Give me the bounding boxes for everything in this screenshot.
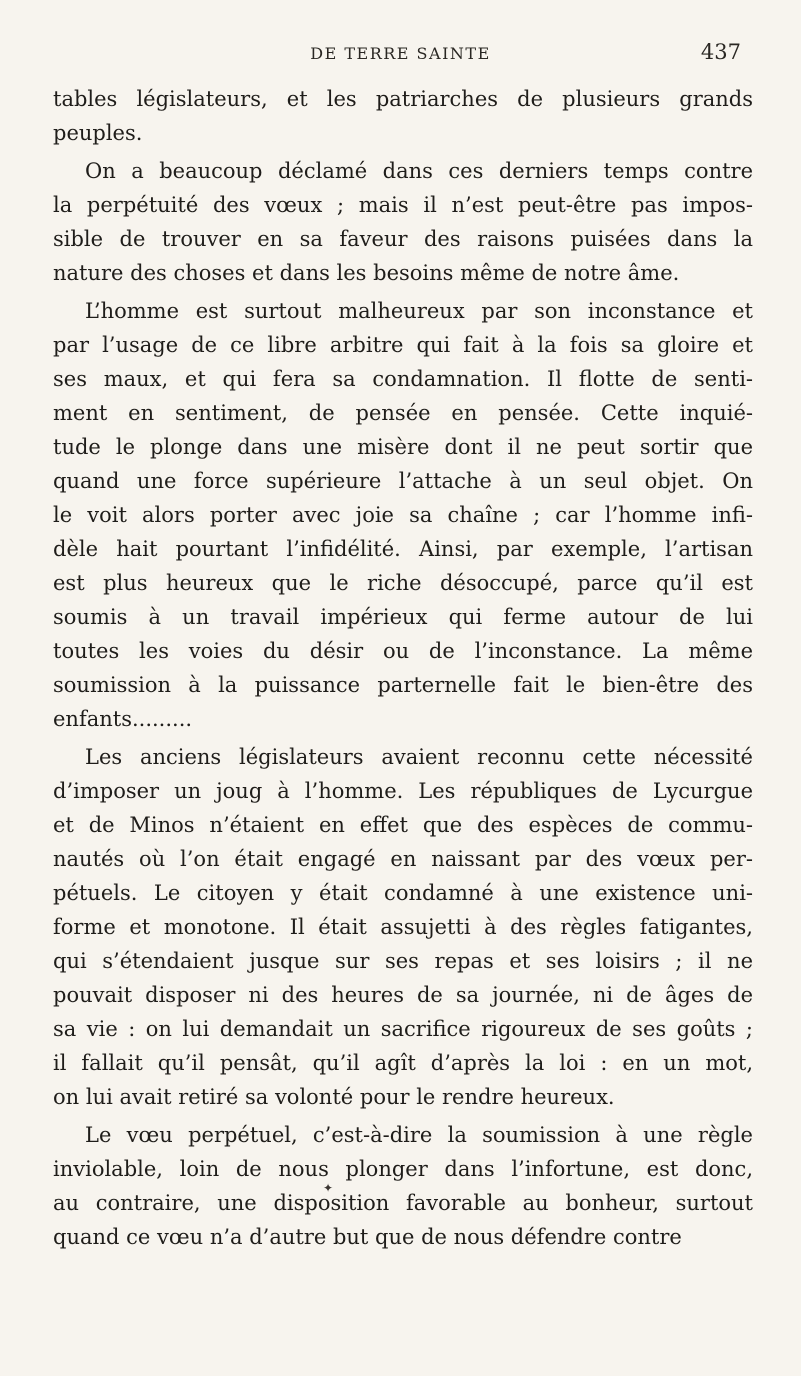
paragraph [53,294,753,736]
text-line: sa vie : on lui demandait un sacrifice rigoureux de ses goûts ; [53,1017,753,1041]
paragraph [53,82,753,150]
page-number: 437 [700,40,741,64]
text-line: quand ce vœu n’a d’autre but que de nous défendre contre [53,1225,682,1249]
text-line: Le vœu perpétuel, c’est-à-dire la soumission à une règle [85,1123,753,1147]
text-line: On a beaucoup déclamé dans ces derniers temps contre [85,159,753,183]
text-line: toutes les voies du désir ou de l’inconstance. La même [53,639,753,663]
text-line: nautés où l’on était engagé en naissant par des vœux per- [53,847,753,871]
paragraph [53,1118,753,1254]
text-line: quand une force supérieure l’attache à un seul objet. On [53,469,753,493]
text-line: Les anciens législateurs avaient reconnu cette nécessité [85,745,753,769]
text-line: d’imposer un joug à l’homme. Les républiques de Lycurgue [53,779,753,803]
paragraph [53,154,753,290]
text-line: dèle hait pourtant l’infidélité. Ainsi, par exemple, l’artisan [53,537,753,561]
text-line: inviolable, loin de nous plonger dans l’infortune, est donc, [53,1157,753,1181]
running-head [0,40,801,78]
text-line: il fallait qu’il pensât, qu’il agît d’après la loi : en un mot, [53,1051,753,1075]
text-line: enfants......... [53,707,193,731]
text-line: est plus heureux que le riche désoccupé, parce qu’il est [53,571,753,595]
text-line: on lui avait retiré sa volonté pour le rendre heureux. [53,1085,615,1109]
text-line: et de Minos n’étaient en effet que des espèces de commu- [53,813,753,837]
text-line: par l’usage de ce libre arbitre qui fait à la fois sa gloire et [53,333,753,357]
text-line: tude le plonge dans une misère dont il ne peut sortir que [53,435,753,459]
text-line: pétuels. Le citoyen y était condamné à une existence uni- [53,881,753,905]
text-line: sible de trouver en sa faveur des raisons puisées dans la [53,227,753,251]
ornament-mark: ✦ [323,1181,334,1195]
text-line: qui s’étendaient jusque sur ses repas et ses loisirs ; il ne [53,949,753,973]
text-line: le voit alors porter avec joie sa chaîne ; car l’homme infi- [53,503,753,527]
text-line: la perpétuité des vœux ; mais il n’est peut-être pas impos- [53,193,753,217]
text-line: peuples. [53,121,143,145]
text-line: ment en sentiment, de pensée en pensée. Cette inquié- [53,401,753,425]
body-text [53,82,753,1254]
text-line: L’homme est surtout malheureux par son inconstance et [85,299,753,323]
text-line: soumission à la puissance parternelle fait le bien-être des [53,673,753,697]
running-title: DE TERRE SAINTE [310,44,491,63]
text-line: tables législateurs, et les patriarches de plusieurs grands [53,87,753,111]
text-line: nature des choses et dans les besoins même de notre âme. [53,261,680,285]
text-line: soumis à un travail impérieux qui ferme autour de lui [53,605,753,629]
text-line: pouvait disposer ni des heures de sa journée, ni de âges de [53,983,753,1007]
text-line: au contraire, une disposition favorable au bonheur, surtout [53,1191,753,1215]
paragraph [53,740,753,1114]
text-line: ses maux, et qui fera sa condamnation. Il flotte de senti- [53,367,753,391]
text-line: forme et monotone. Il était assujetti à des règles fatigantes, [53,915,753,939]
